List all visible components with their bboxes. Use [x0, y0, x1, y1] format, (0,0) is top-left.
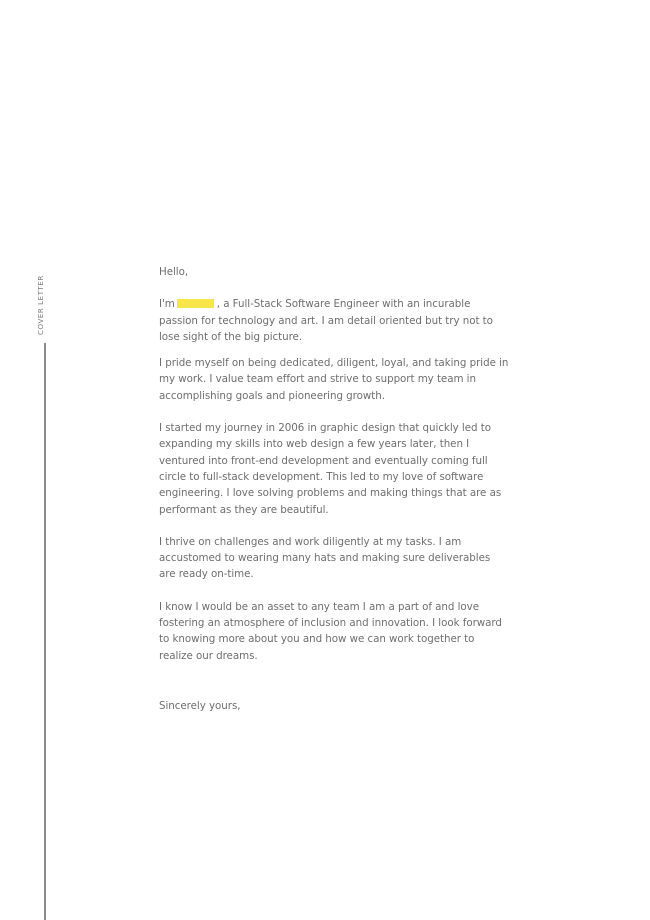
greeting: Hello, — [159, 266, 189, 278]
cover-letter-label: COVER LETTER — [37, 275, 45, 335]
intro-suffix: , a Full-Stack Software Engineer with an incurable passion for technology and art. I am detail oriented but try not to lose sight of the big picture. — [159, 298, 493, 343]
paragraph-values: I pride myself on being dedicated, diligent, loyal, and taking pride in my work. I value team effort and strive to support my team in accomplishing goals and pioneering growth. — [159, 357, 509, 402]
intro-prefix: I'm — [159, 298, 175, 311]
paragraph-asset: I know I would be an asset to any team I am a part of and love fostering an atmosphere of inclusion and innovation. I look forward to knowing more about you and how we can work together to realize our dreams. — [159, 600, 502, 662]
intro-paragraph — [159, 296, 509, 345]
letter-body — [159, 264, 509, 714]
paragraph-challenges: I thrive on challenges and work diligently at my tasks. I am accustomed to wearing many hats and making sure deliverables are ready on-time. — [159, 535, 491, 581]
paragraph-journey: I started my journey in 2006 in graphic design that quickly led to expanding my skills into web design a few years later, then I ventured into front-end development and eventually coming full circle to full-stack development. This led to my love of software engineering. I love solving problems and making things that are as performant as they are beautiful. — [159, 422, 502, 516]
closing: Sincerely yours, — [159, 699, 241, 712]
redacted-name — [177, 299, 214, 308]
vertical-rule — [44, 343, 46, 920]
